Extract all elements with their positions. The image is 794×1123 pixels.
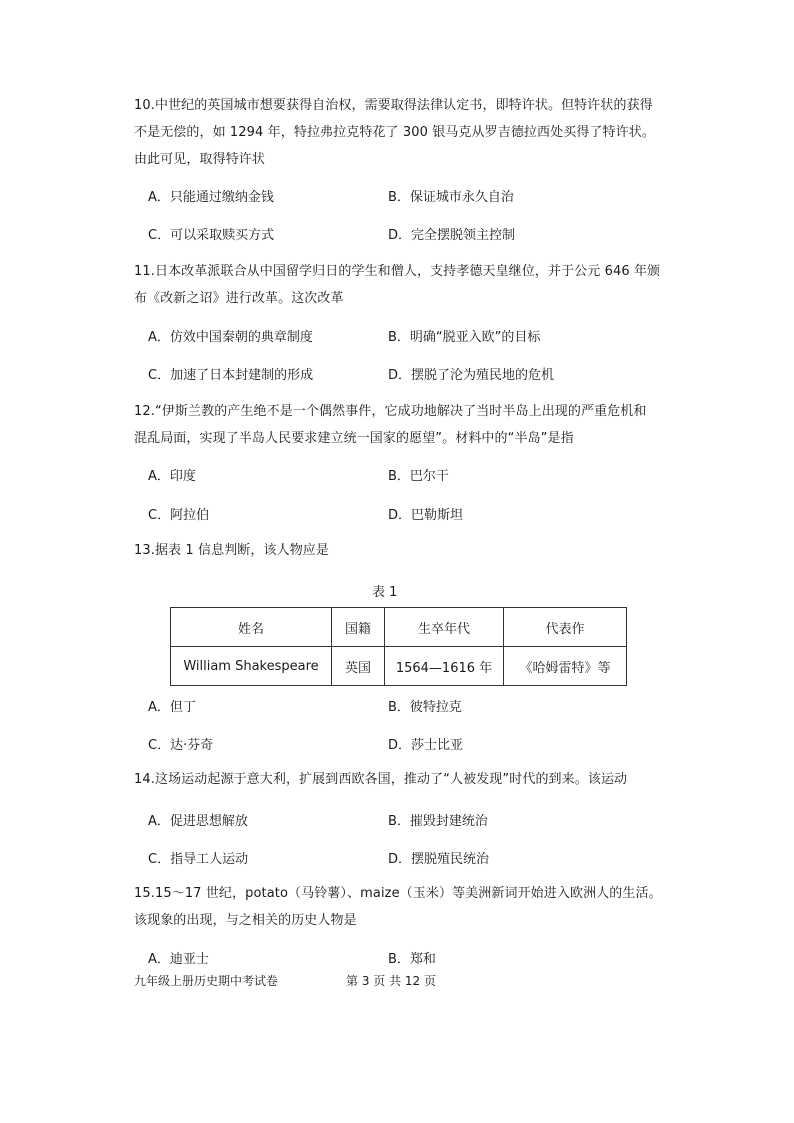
q11-option-c[interactable]: C．加速了日本封建制的形成 (148, 368, 314, 383)
table-row (171, 647, 627, 686)
q13-option-b[interactable]: B．彼特拉克 (388, 700, 462, 715)
q11-option-b[interactable]: B．明确“脱亚入欧”的目标 (388, 330, 541, 345)
q10-option-c[interactable]: C．可以采取赎买方式 (148, 228, 275, 243)
q10-option-a[interactable]: A．只能通过缴纳金钱 (148, 190, 274, 205)
table-cell: 《哈姆雷特》等 (504, 647, 627, 686)
question-text-line: 13.据表 1 信息判断，该人物应是 (134, 543, 330, 558)
q14-option-c[interactable]: C．指导工人运动 (148, 852, 249, 867)
question-13-stem (134, 537, 674, 564)
question-11-stem (134, 258, 674, 312)
q11-option-a[interactable]: A．仿效中国秦朝的典章制度 (148, 330, 313, 345)
footer-exam-name: 九年级上册历史期中考试卷 (134, 974, 279, 988)
q14-option-a[interactable]: A．促进思想解放 (148, 814, 248, 829)
question-text-line: 11.日本改革派联合从中国留学归日的学生和僧人，支持孝德天皇继位，并于公元 646 年颁 (134, 264, 661, 279)
q15-option-a[interactable]: A．迪亚士 (148, 952, 209, 967)
table-header-cell: 生卒年代 (385, 608, 504, 647)
question-text-line: 10.中世纪的英国城市想要获得自治权，需要取得法律认定书，即特许状。但特许状的获得 (134, 98, 653, 113)
question-14-stem (134, 766, 674, 793)
question-text-line: 12.“伊斯兰教的产生绝不是一个偶然事件，它成功地解决了当时半岛上出现的严重危机和 (134, 404, 647, 419)
table-header-row (171, 608, 627, 647)
question-15-stem (134, 880, 674, 934)
q14-option-d[interactable]: D．摆脱殖民统治 (388, 852, 490, 867)
table-cell: William Shakespeare (171, 647, 332, 686)
footer-page-info: 第 3 页 共 12 页 (346, 974, 436, 988)
q14-option-b[interactable]: B．摧毁封建统治 (388, 814, 488, 829)
question-text-line: 该现象的出现，与之相关的历史人物是 (134, 913, 357, 928)
question-text-line: 由此可见，取得特许状 (134, 152, 266, 167)
q12-option-d[interactable]: D．巴勒斯坦 (388, 508, 464, 523)
table-header-cell: 国籍 (332, 608, 385, 647)
info-table (170, 607, 627, 686)
question-text-line: 不是无偿的，如 1294 年，特拉弗拉克特花了 300 银马克从罗吉德拉西处买得了特许状。 (134, 125, 655, 140)
q15-option-b[interactable]: B．郑和 (388, 952, 436, 967)
question-12-stem (134, 398, 674, 452)
table-caption: 表 1 (372, 585, 398, 600)
table-header-cell: 代表作 (504, 608, 627, 647)
q13-option-c[interactable]: C．达·芬奇 (148, 738, 214, 753)
question-10-stem (134, 92, 674, 173)
q12-option-c[interactable]: C．阿拉伯 (148, 508, 210, 523)
q13-option-a[interactable]: A．但丁 (148, 700, 196, 715)
question-text-line: 14.这场运动起源于意大利，扩展到西欧各国，推动了“人被发现”时代的到来。该运动 (134, 772, 628, 787)
q10-option-d[interactable]: D．完全摆脱领主控制 (388, 228, 516, 243)
q13-option-d[interactable]: D．莎士比亚 (388, 738, 464, 753)
question-text-line: 15.15～17 世纪，potato（马铃薯）、maize（玉米）等美洲新词开始进入欧洲人的生活。 (134, 886, 662, 901)
table-header-cell: 姓名 (171, 608, 332, 647)
question-text-line: 布《改新之诏》进行改革。这次改革 (134, 291, 344, 306)
q12-option-a[interactable]: A．印度 (148, 469, 196, 484)
question-text-line: 混乱局面，实现了半岛人民要求建立统一国家的愿望”。材料中的“半岛”是指 (134, 431, 574, 446)
table-cell: 1564—1616 年 (385, 647, 504, 686)
q12-option-b[interactable]: B．巴尔干 (388, 469, 449, 484)
table-cell: 英国 (332, 647, 385, 686)
q11-option-d[interactable]: D．摆脱了沦为殖民地的危机 (388, 368, 555, 383)
q10-option-b[interactable]: B．保证城市永久自治 (388, 190, 514, 205)
